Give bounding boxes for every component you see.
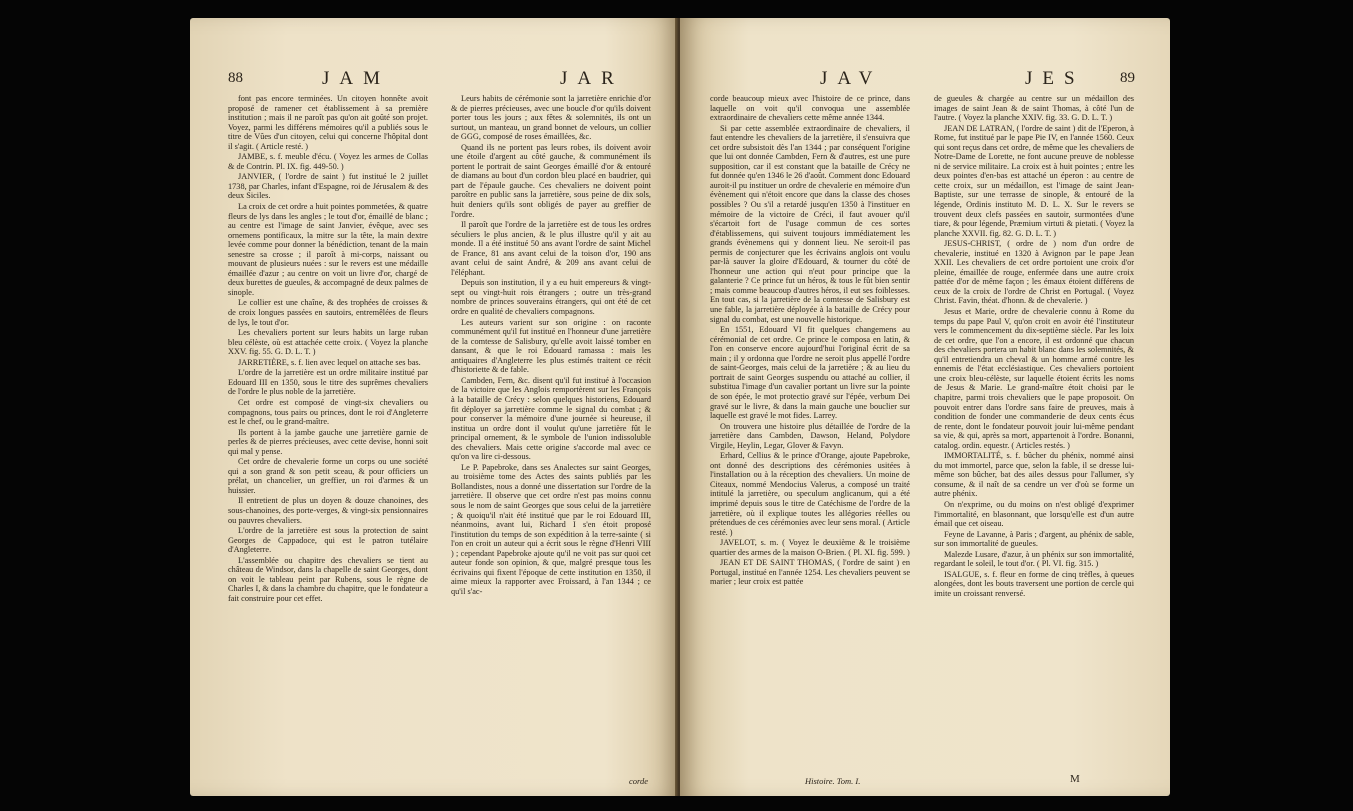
paragraph: Cet ordre est composé de vingt-six chevaliers ou compagnons, tous pairs ou princes, dont le roi d'Angleterre est le chef, ou le grand-maître. — [228, 397, 428, 427]
paragraph: Erhard, Cellius & le prince d'Orange, ajoute Papebroke, ont donné des descriptions des cérémonies usitées à l'installation ou à la réception des chevaliers. Un moine de Citeaux, nommé Mendocius Valerus, a composé un traité intitulé la jarretière, ou speculum anglicanum, qui a été imprimé depuis sous le titre de Catéchisme de l'ordre de la jarretière, où il explique toutes les allégories réelles ou prétendues de ces cérémonies avec leur sens moral. ( Article resté. ) — [710, 451, 910, 537]
paragraph: de gueules & chargée au centre sur un médaillon des images de saint Jean & de saint Thomas, à côté l'un de l'autre. ( Voyez la planche XXIV. fig. 33. G. D. L. T. ) — [934, 94, 1134, 123]
paragraph: corde beaucoup mieux avec l'histoire de ce prince, dans laquelle on voit qu'il convoqua une assemblée extraordinaire de chevaliers cette même année 1344. — [710, 94, 910, 123]
running-head: JAR — [560, 68, 624, 89]
text-column — [228, 94, 428, 604]
open-book — [190, 18, 1190, 808]
paragraph: On n'exprime, ou du moins on n'est obligé d'exprimer l'immortalité, en blasonnant, que lorsqu'elle est d'un autre émail que cet oiseau. — [934, 499, 1134, 529]
paragraph: L'assemblée ou chapitre des chevaliers se tient au château de Windsor, dans la chapelle de saint Georges, dont on voit le tableau peint par Rubens, sous le règne de Charles I, & dans la chambre du chapitre, que le fondateur a fait construire pour cet effet. — [228, 555, 428, 603]
paragraph: JEAN DE LATRAN, ( l'ordre de saint ) dit de l'Eperon, à Rome, fut institué par le pape Pie IV, en l'année 1560. Ceux qui sont reçus dans cet ordre, de même que les chevaliers de Notre-Dame de Lorette, ne font aucune preuve de noblesse ni de service militaire. La croix est à huit pointes ; entre les deux pointes d'en-bas est attaché un éperon : au centre de cette croix, sur un médaillon, est l'image de saint Jean-Baptiste, sur une terrasse de sinople, & entouré de la légende, Ordinis instituto M. D. L. X. Sur le revers se trouvent deux clefs passées en sautoir, surmontées d'une tiare, & pour légende, Præmium virtuti & pietati. ( Voyez la planche XXVII. fig. 82. G. D. L. T. ) — [934, 123, 1134, 238]
left-page-header — [190, 68, 678, 90]
paragraph: ISALGUE, s. f. fleur en forme de cinq trèfles, à queues alongées, dont les bouts traversent une portion de cercle qui imite un croissant renversé. — [934, 569, 1134, 598]
paragraph: JAVELOT, s. m. ( Voyez le deuxième & le troisième quartier des armes de la maison O-Brien. ( Pl. XI. fig. 599. ) — [710, 538, 910, 557]
running-head: JAM — [322, 68, 391, 89]
paragraph: Il paroît que l'ordre de la jarretière est de tous les ordres séculiers le plus ancien, & le plus illustre qu'il y ait au monde. Il a été institué 50 ans avant l'ordre de saint Michel de France, 81 ans avant celui de la toison d'or, 190 ans avant celui de saint André, & 209 ans avant celui de l'éléphant. — [451, 220, 651, 277]
right-page — [680, 18, 1170, 796]
paragraph: JESUS-CHRIST, ( ordre de ) nom d'un ordre de chevalerie, institué en 1320 à Avignon par le pape Jean XXII. Les chevaliers de cet ordre portoient une croix d'or pleine, émaillée de rouge, enfermée dans une autre croix pattée d'or de même façon ; les émaux étoient différens de ceux de la croix de l'ordre de Christ en Portugal. ( Voyez Christ. Favin, théat. d'honn. & de chevalerie. ) — [934, 239, 1134, 306]
paragraph: Leurs habits de cérémonie sont la jarretière enrichie d'or & de pierres précieuses, avec une boucle d'or qu'ils doivent porter tous les jours ; aux fêtes & solemnités, ils ont un surtout, un manteau, un grand bonnet de velours, un collier de GGG, composé de roses émaillées, &c. — [451, 94, 651, 142]
paragraph: Malezde Lusare, d'azur, à un phénix sur son immortalité, regardant le soleil, le tout d'or. ( Pl. VI. fig. 315. ) — [934, 549, 1134, 569]
paragraph: Il entretient de plus un doyen & douze chanoines, des sous-chanoines, des porte-verges, & vingt-six pensionnaires ou pauvres chevaliers. — [228, 496, 428, 525]
right-page-header — [680, 68, 1170, 90]
paragraph: Quand ils ne portent pas leurs robes, ils doivent avoir une étoile d'argent au côté gauche, & communément ils portent le portrait de saint Georges émaillé d'or & entouré de diamans au bout d'un cordon bleu placé en baudrier, qui part de l'épaule gauche. Ces chevaliers ne doivent point paroître en public sans la jarretière, sous peine de dix sols, huit deniers qu'ils sont obligés de payer au greffier de l'ordre. — [451, 142, 651, 219]
paragraph: Le P. Papebroke, dans ses Analectes sur saint Georges, au troisième tome des Actes des saints publiés par les Bollandistes, nous a donné une dissertation sur l'ordre de la jarretière. Il observe que cet ordre n'est pas moins connu sous le nom de saint Georges que sous celui de la jarretière ; & quoiqu'il n'ait été institué que par le roi Edouard III, néanmoins, avant lui, Richard I s'en étoit proposé l'institution du temps de son expédition à la terre-sainte ( si l'on en croit un auteur qui a écrit sous le règne d'Henri VIII ) ; cependant Papebroke ajoute qu'il ne voit pas sur quoi cet auteur fonde son opinion, & que, malgré presque tous les écrivains qui fixent l'époque de cette institution en 1350, il aime mieux la rapporter avec Froissard, à l'an 1344 ; ce qu'il s'ac- — [451, 462, 651, 596]
paragraph: IMMORTALITÉ, s. f. bûcher du phénix, nommé ainsi du mot immortel, parce que, selon la fable, il se dresse lui-même son bûcher, bat des ailes dessus pour l'allumer, s'y consume, & il naît de sa cendre un ver d'où se forme un autre phénix. — [934, 451, 1134, 499]
paragraph: La croix de cet ordre a huit pointes pommetées, & quatre fleurs de lys dans les angles ; le tout d'or, émaillé de blanc ; au centre est l'image de saint Janvier, évêque, avec ses ornemens pontificaux, la mitre sur la tête, la main dextre levée comme pour donner la bénédiction, tenant de la main senestre sa crosse ; il paroît à mi-corps, naissant ou mouvant de plusieurs nuées : sur le revers est une médaille émaillée d'azur ; au centre on voit un livre d'or, chargé de deux burettes de gueules, & accompagné de deux palmes de sinople. — [228, 202, 428, 297]
page-number: 88 — [228, 70, 243, 86]
paragraph: Ils portent à la jambe gauche une jarretière garnie de perles & de pierres précieuses, avec cette devise, honni soit qui mal y pense. — [228, 427, 428, 456]
paragraph: L'ordre de la jarretière est sous la protection de saint Georges de Cappadoce, qui est le patron tutélaire d'Angleterre. — [228, 526, 428, 555]
paragraph: Si par cette assemblée extraordinaire de chevaliers, il faut entendre les chevaliers de la jarretière, il s'ensuivra que cet ordre subsistoit dès l'an 1344 ; par conséquent l'origine que lui ont donnée Cambden, Fern & d'autres, est une pure supposition, car il est constant que la bataille de Crécy ne fut donnée qu'en 1346 le 26 d'août. Comment donc Edouard auroit-il pu instituer un ordre de chevalerie en mémoire d'un évènement qui n'étoit encore que dans la classe des choses possibles ? Ou s'il a retardé jusqu'en 1350 à l'instituer en mémoire de la victoire de Créci, il faut avouer qu'il s'écartoit fort de l'usage commun de ces sortes d'établissemens, qui suivent toujours immédiatement les grands évènemens qui y donnent lieu. Ne seroit-il pas permis de conjecturer que les écrivains anglois ont voulu par-là sauver la gloire d'Edouard, & tourner du côté de l'honneur une action qui n'eut pour principe que la galanterie ? Ce prince fut un héros, & tous le fût bien sentir ; mais comme beaucoup d'autres héros, il eut ses foiblesses. En tout cas, si la jarretière de la comtesse de Salisbury est une fable, la jarretière déployée à la bataille de Crécy pour signal du combat, est une nouvelle historique. — [710, 123, 910, 324]
paragraph: JAMBE, s. f. meuble d'écu. ( Voyez les armes de Collas & de Contrin. Pl. IX. fig. 449-50. ) — [228, 152, 428, 171]
paragraph: font pas encore terminées. Un citoyen honnête avoit proposé de ramener cet établissement à sa première institution ; mais il ne paroît pas qu'on ait goûté son projet. Voyez, parmi les différens mémoires qu'il a publiés sous le titre de Vûes d'un citoyen, celui qui concerne l'hôpital dont il s'agit. ( Article resté. ) — [228, 94, 428, 151]
paragraph: Le collier est une chaîne, & des trophées de croisses & de croix longues passées en sautoirs, entremêlées de fleurs de lys, le tout d'or. — [228, 298, 428, 327]
paragraph: Feyne de Lavanne, à Paris ; d'argent, au phénix de sable, sur son immortalité de gueules. — [934, 529, 1134, 549]
page-number: 89 — [1120, 70, 1135, 86]
running-head: JAV — [820, 68, 883, 89]
signature-mark: M — [1070, 773, 1080, 785]
paragraph: On trouvera une histoire plus détaillée de l'ordre de la jarretière dans Cambden, Dawson, Heland, Polydore Virgile, Heylin, Legar, Glover & Favyn. — [710, 421, 910, 450]
text-column — [451, 94, 651, 597]
left-page — [190, 18, 678, 796]
paragraph: Les auteurs varient sur son origine : on raconte communément qu'il fut institué en l'honneur d'une jarretière de la comtesse de Salisbury, qu'elle avoit laissé tomber en dansant, & que le roi Edouard ramassa : mais les antiquaires d'Angleterre les plus estimés traitent ce récit d'historiette & de fable. — [451, 317, 651, 375]
catchword: corde — [628, 776, 648, 786]
paragraph: JANVIER, ( l'ordre de saint ) fut institué le 2 juillet 1738, par Charles, infant d'Espagne, roi de Jérusalem & des deux Siciles. — [228, 172, 428, 201]
text-column — [934, 94, 1134, 599]
paragraph: L'ordre de la jarretière est un ordre militaire institué par Edouard III en 1350, sous le titre des suprêmes chevaliers de l'ordre le plus noble de la jarretière. — [228, 368, 428, 397]
paragraph: Les chevaliers portent sur leurs habits un large ruban bleu célèste, où est attachée cette croix. ( Voyez la planche XXV. fig. 55. G. D. L. T. ) — [228, 328, 428, 357]
paragraph: Cet ordre de chevalerie forme un corps ou une société qui a son grand & son petit sceau, & pour officiers un prélat, un chancelier, un greffier, un roi d'armes & un huissier. — [228, 457, 428, 495]
running-head: JES — [1025, 68, 1085, 89]
paragraph: JARRETIÈRE, s. f. lien avec lequel on attache ses bas. — [238, 357, 421, 367]
paragraph: JEAN ET DE SAINT THOMAS, ( l'ordre de saint ) en Portugal, institué en l'année 1254. Les chevaliers peuvent se marier ; leur croix est pattée — [710, 558, 910, 587]
paragraph: Depuis son institution, il y a eu huit empereurs & vingt-sept ou vingt-huit rois étrangers ; outre un très-grand nombre de princes souverains étrangers, qui ont été de cet ordre en qualité de chevaliers compagnons. — [451, 278, 651, 317]
paragraph: En 1551, Edouard VI fit quelques changemens au cérémonial de cet ordre. Ce prince le composa en latin, & l'on en conserve encore aujourd'hui l'original écrit de sa main ; il y ordonna que l'ordre ne seroit plus appellé l'ordre de saint-Georges, mais celui de la jarretière ; & au lieu du portrait de saint Georges suspendu ou attaché au collier, il substitua l'image d'un cavalier portant un livre sur la pointe de son épée, le mot protectio gravé sur l'épée, verbum Dei gravé sur le livre, & dans la main gauche une bouclier sur laquelle est gravé le mot fides. Larrey. — [710, 325, 910, 421]
paragraph: Cambden, Fern, &c. disent qu'il fut institué à l'occasion de la victoire que les Anglois remportèrent sur les François à la bataille de Crécy : selon quelques historiens, Edouard fit déployer sa jarretière comme le signal du combat ; & pour conserver la mémoire d'une journée si heureuse, il institua un ordre dont il voulut qu'une jarretière fût le principal ornement, & le symbole de l'union indissoluble des chevaliers. Mais cette origine s'accorde mal avec ce qu'on va lire ci-dessous. — [451, 375, 651, 462]
text-column — [710, 94, 910, 588]
paragraph: Jesus et Marie, ordre de chevalerie connu à Rome du temps du pape Paul V, qu'on croit en avoir été l'instituteur vers le commencement du dix-septième siècle. Par les loix de cet ordre, que l'on a encore, il est ordonné que chacun des chevaliers portera un habit blanc dans les solemnités, & qu'il entretiendra un cheval & un homme armé contre les ennemis de l'état ecclésiastique. Ces chevaliers portoient une croix bleu-célèste, sur laquelle étoient écrits les noms de Jesus & Marie. Le grand-maître étoit choisi par le chapitre, parmi trois chevaliers que le pape proposoit. On pouvoit entrer dans l'ordre sans faire de preuves, mais à condition de fonder une commanderie de deux cents écus de rente, dont le fondateur pouvoit jouir lui-même pendant sa vie, & qui, après sa mort, appartenoit à l'ordre. Bonanni, catalog. ordin. equestr. ( Articles restés. ) — [934, 307, 1134, 450]
footer-note: Histoire. Tom. I. — [805, 776, 861, 786]
